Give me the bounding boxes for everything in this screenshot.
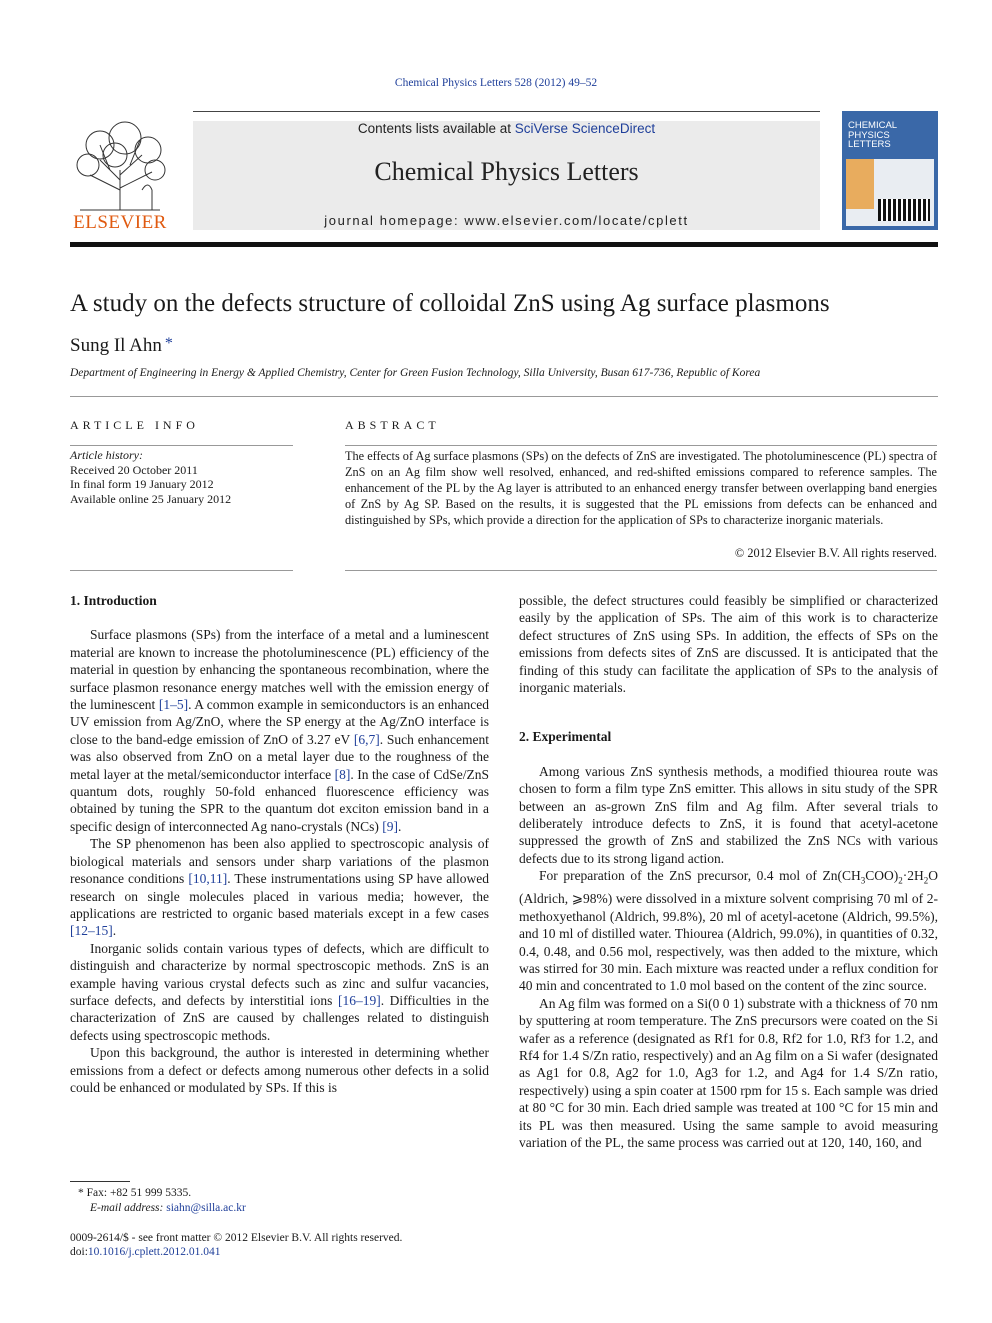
cover-title-line: PHYSICS [848, 129, 890, 141]
abstract-divider [345, 445, 937, 446]
text-run: . [398, 818, 402, 834]
cover-title-line: LETTERS [848, 139, 891, 150]
elsevier-wordmark: ELSEVIER [73, 212, 167, 233]
cover-title [848, 121, 936, 150]
experimental-paragraph-1: Among various ZnS synthesis methods, a modified thiourea route was chosen to form a film type ZnS emitter. This allows in situ study of the SPR between an as-grown ZnS film and Ag film. After several trials to deliberately introduce defects to ZnS, it is found that acetyl-acetone suppressed the growth of ZnS and stabilized the ZnS NCs with various defects due to its strong ligand action. [519, 763, 938, 866]
abstract-copyright: © 2012 Elsevier B.V. All rights reserved. [734, 546, 937, 560]
info-divider [70, 445, 293, 446]
header-top-rule [193, 111, 820, 112]
right-column [519, 592, 938, 1151]
article-title: A study on the defects structure of colloidal ZnS using Ag surface plasmons [70, 290, 830, 317]
text-run: O (Aldrich, ⩾98%) were dissolved in a mixture solvent comprising 70 ml of 2-methoxyethanol (Aldrich, 99.8%), 20 ml of acetyl-acetone (Aldrich, 99.5%), and 10 ml of distilled water. Thiourea (Aldrich, 99.0%), in quantities of 0.32, 0.4, 0.48, and 0.56 mol, respectively, was then added to the mixture, which was stirred for 30 min. Each mixture was reacted under a reflux condition for 40 min and concentrated to 1.0 mol based on the content of the zinc source. [519, 868, 938, 994]
abstract-text: The effects of Ag surface plasmons (SPs) on the defects of ZnS are investigated. The photoluminescence (PL) spectra of ZnS on an Ag film show well resolved, enhanced, and red-shifted emissions compared to reference samples. The enhancement of the PL by the Ag layer is attributed to an enhanced energy transfer between overlapping band energies of ZnS by Ag SP. Based on the results, it is suggested that the PL emissions from defects can be enhanced and distinguished by SPs, which provide a direction for the application of SPs to characterize inorganic materials. [345, 449, 938, 527]
left-column [70, 592, 489, 1096]
history-online: Available online 25 January 2012 [70, 491, 232, 506]
experimental-paragraph-2 [519, 867, 938, 995]
article-history [70, 448, 293, 506]
email-label: E-mail address: [90, 1202, 167, 1214]
journal-cover-image [842, 111, 938, 230]
reference-link[interactable]: [10,11] [188, 871, 228, 887]
text-run: . [112, 923, 117, 939]
journal-name: Chemical Physics Letters [374, 157, 639, 186]
contents-line [193, 121, 820, 136]
doi-line [70, 1245, 220, 1260]
intro-paragraph-1 [70, 626, 489, 835]
contents-prefix: Contents lists available at [357, 121, 515, 136]
text-run: ·2H [902, 868, 924, 884]
experimental-heading: 2. Experimental [519, 729, 612, 745]
journal-homepage[interactable]: journal homepage: www.elsevier.com/locate/cplett [324, 213, 689, 228]
reference-link[interactable]: [12–15] [70, 923, 113, 939]
text-run: . A common example in semiconductors is an enhanced UV emission from Ag/ZnO, where the SP energy at the Ag/ZnO interface is close to the band-edge emission of ZnO of 3.27 eV [70, 697, 489, 747]
history-received: Received 20 October 2011 [70, 462, 198, 477]
history-label: Article history: [70, 448, 143, 462]
header-thick-rule [70, 242, 938, 247]
text-run: Inorganic solids contain various types of defects, which are difficult to distinguish and characterize by normal spectroscopic methods. ZnS is an example having various crystal defects such as zinc and sulfur vacancies, surface defects, and defects by interstitial ions [70, 940, 489, 1008]
history-final: In final form 19 January 2012 [70, 477, 214, 491]
footnote-email [90, 1201, 246, 1216]
reference-link[interactable]: [16–19] [337, 992, 381, 1008]
text-run: . Such enhancement was also observed from ZnO on a metal layer due to the roughness of the metal layer at the metal/semiconductor interface [70, 731, 489, 782]
info-bottom-divider [70, 570, 293, 571]
doi-link[interactable]: 10.1016/j.cplett.2012.01.041 [87, 1246, 221, 1258]
footnote-rule [70, 1181, 130, 1182]
cover-barcode [878, 199, 930, 221]
subscript: 3 [860, 875, 866, 886]
text-run: For preparation of the ZnS precursor, 0.4 mol of Zn(CH [539, 868, 861, 884]
journal-citation[interactable]: Chemical Physics Letters 528 (2012) 49–52 [394, 77, 598, 89]
cover-title-line: CHEMICAL [848, 120, 898, 131]
reference-link[interactable]: [9] [382, 818, 399, 834]
intro-paragraph-4: Upon this background, the author is interested in determining whether emissions from a defect or defects among numerous other defects in a solid could be enhanced or modulated by SPs. If this is [70, 1045, 489, 1095]
author-line [70, 335, 173, 357]
author-name: Sung Il Ahn [70, 335, 162, 356]
text-run: COO) [865, 868, 899, 884]
subscript: 2 [898, 875, 903, 886]
author-affiliation: Department of Engineering in Energy & Applied Chemistry, Center for Green Fusion Technology, Silla University, Busan 617-736, Republic of Korea [70, 367, 761, 379]
footnote-fax: * Fax: +82 51 999 5335. [78, 1187, 192, 1199]
text-run: The SP phenomenon has been also applied to spectroscopic analysis of biological materials and sensors under sharp variations of the plasmon resonance conditions [70, 836, 489, 887]
text-run: . Difficulties in the characterization of ZnS are caused by challenges related to distinguish defects using spectroscopic methods. [70, 992, 489, 1043]
doi-label: doi: [70, 1246, 88, 1258]
author-footnote-mark[interactable]: * [164, 335, 173, 352]
subscript: 2 [923, 875, 929, 886]
experimental-paragraph-3: An Ag film was formed on a Si(0 0 1) substrate with a thickness of 70 nm by sputtering at room temperature. The ZnS precursors were coated on the Si wafer as a reference (designated as Rf1 for 0.8, Rf2 for 1.0, Rf3 for 1.2, and Rf4 for 1.4 S/Zn ratio, respectively) and an Ag film on a Si wafer (designated as Ag1 for 0.8, Ag2 for 1.0, Ag3 for 1.2, and Ag4 for 1.4 S/Zn ratio, respectively) using a spin coater at 1500 rpm for 15 s. Each sample was dried at 80 °C for 30 min. Each dried sample was treated at 100 °C for 15 min and its PL was then measured. Using the same sample to avoid measuring variation of the PL, the same process was carried out at 120, 140, 160, and [519, 995, 938, 1151]
abstract-label: ABSTRACT [345, 418, 440, 432]
sciencedirect-link[interactable]: SciVerse ScienceDirect [514, 121, 656, 136]
reference-link[interactable]: [1–5] [158, 697, 189, 713]
abstract-bottom-divider [345, 570, 937, 571]
cover-graphic [846, 159, 874, 209]
reference-link[interactable]: [6,7] [353, 731, 380, 747]
issn-line: 0009-2614/$ - see front matter © 2012 Elsevier B.V. All rights reserved. [70, 1232, 403, 1244]
email-link[interactable]: siahn@silla.ac.kr [166, 1202, 246, 1214]
text-run: . In the case of CdSe/ZnS quantum dots, roughly 50-fold enhanced fluorescence efficiency was obtained by tuning the SPR to the quantum dot exciton emission band in a specific design of interconnected Ag nano-crystals (NCs) [70, 766, 489, 834]
intro-paragraph-continued: possible, the defect structures could feasibly be simplified or characterized easily by the application of SPs. The aim of this work is to characterize defect structures of ZnS using SPs. In addition, the effects of SPs on the emissions from defects sites of ZnS are discussed. It is anticipated that the finding of this study can facilitate the application of SPs to the analysis of inorganic materials. [519, 593, 938, 696]
intro-heading: 1. Introduction [70, 593, 157, 608]
article-info-label: ARTICLE INFO [70, 418, 199, 432]
title-divider [70, 396, 938, 397]
text-run: . These instrumentations using SP have allowed research on single molecules placed in various media; however, the applications are restricted to organic based materials except in a few cases [70, 871, 489, 921]
text-run: Surface plasmons (SPs) from the interface of a metal and a luminescent material are known to increase the photoluminescence (PL) efficiency of the material in question by enhancing the spontaneous recombination, where the surface plasmon resonance energy matches well with the emission energy of the luminescent [70, 627, 489, 713]
intro-paragraph-2 [70, 835, 489, 939]
intro-paragraph-3 [70, 940, 489, 1044]
reference-link[interactable]: [8] [334, 766, 351, 782]
